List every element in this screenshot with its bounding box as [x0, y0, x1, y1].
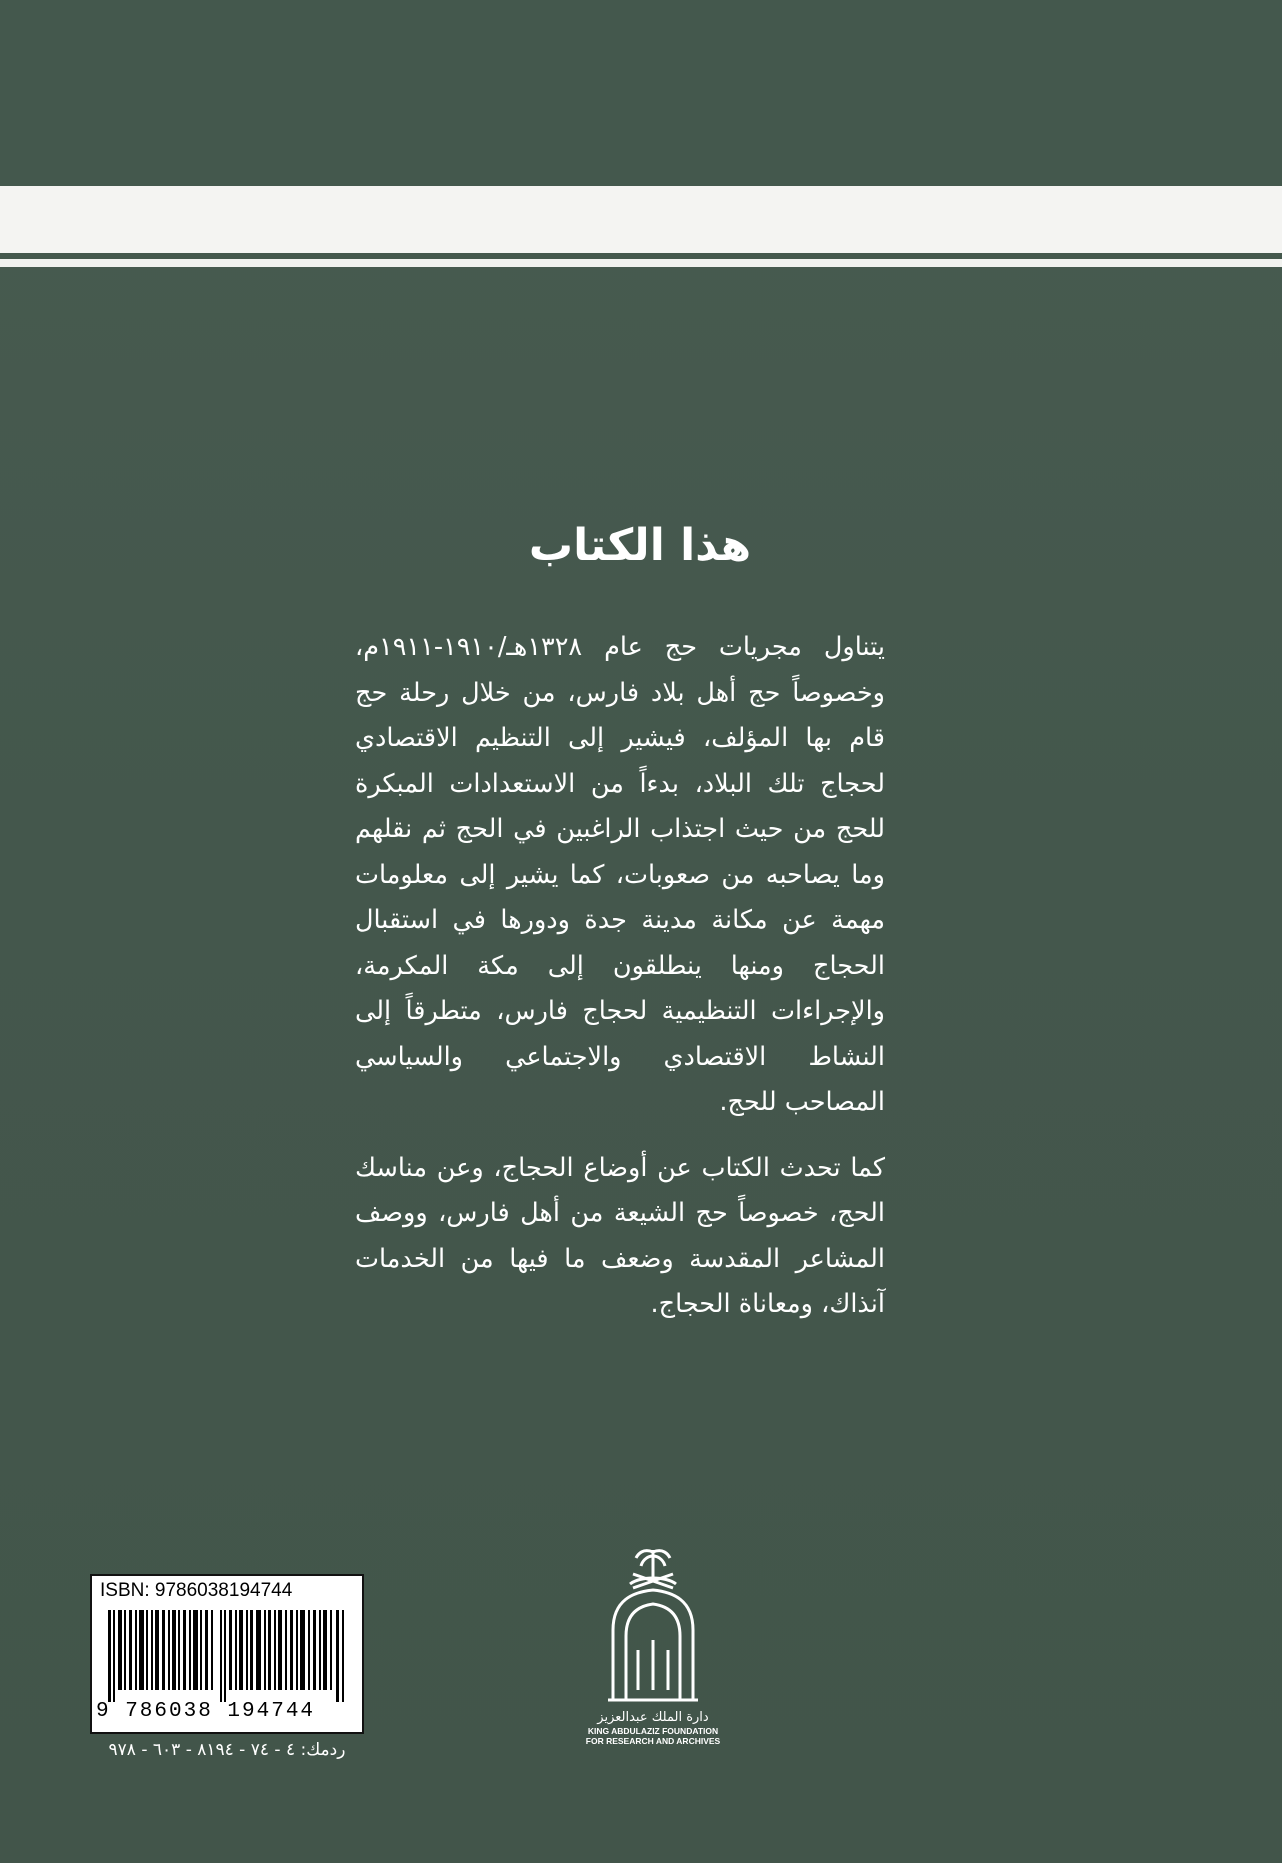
thin-white-stripe	[0, 259, 1282, 267]
logo-english-line-2: FOR RESEARCH AND ARCHIVES	[585, 1736, 721, 1746]
cover-heading: هذا الكتاب	[528, 520, 752, 571]
isbn-barcode-box	[90, 1574, 364, 1734]
isbn-arabic: ردمك: ٤ - ٧٤ - ٨١٩٤ - ٦٠٣ - ٩٧٨	[108, 1740, 346, 1760]
paragraph-1: يتناول مجريات حج عام ١٣٢٨هـ/١٩١٠-١٩١١م، وخصوصاً حج أهل بلاد فارس، من خلال رحلة حج قام بها المؤلف، فيشير إلى التنظيم الاقتصادي لحجاج تلك البلاد، بدءاً من الاستعدادات المبكرة للحج من حيث اجتذاب الراغبين في الحج ثم نقلهم وما يصاحبه من صعوبات، كما يشير إلى معلومات مهمة عن مكانة مدينة جدة ودورها في استقبال الحجاج ومنها ينطلقون إلى مكة المكرمة، والإجراءات التنظيمية لحجاج فارس، متطرقاً إلى النشاط الاقتصادي والاجتماعي والسياسي المصاحب للحج.	[355, 632, 885, 1117]
white-stripe	[0, 186, 1282, 253]
barcode-icon	[108, 1610, 346, 1702]
isbn-label: ISBN: 9786038194744	[100, 1580, 293, 1601]
logo-english-line-1: KING ABDULAZIZ FOUNDATION	[587, 1726, 719, 1736]
paragraph-2: كما تحدث الكتاب عن أوضاع الحجاج، وعن مناسك الحج، خصوصاً حج الشيعة من أهل فارس، ووصف المشاعر المقدسة وضعف ما فيها من الخدمات آنذاك، ومعاناة الحجاج.	[355, 1152, 885, 1319]
cover-description	[355, 625, 885, 1328]
logo-arabic-name: دارة الملك عبدالعزيز	[597, 1710, 709, 1725]
isbn-digits: 9 786038 194744	[96, 1700, 316, 1723]
darah-logo-icon	[578, 1540, 728, 1710]
logo-caption	[578, 1710, 728, 1746]
top-band	[0, 0, 1282, 186]
